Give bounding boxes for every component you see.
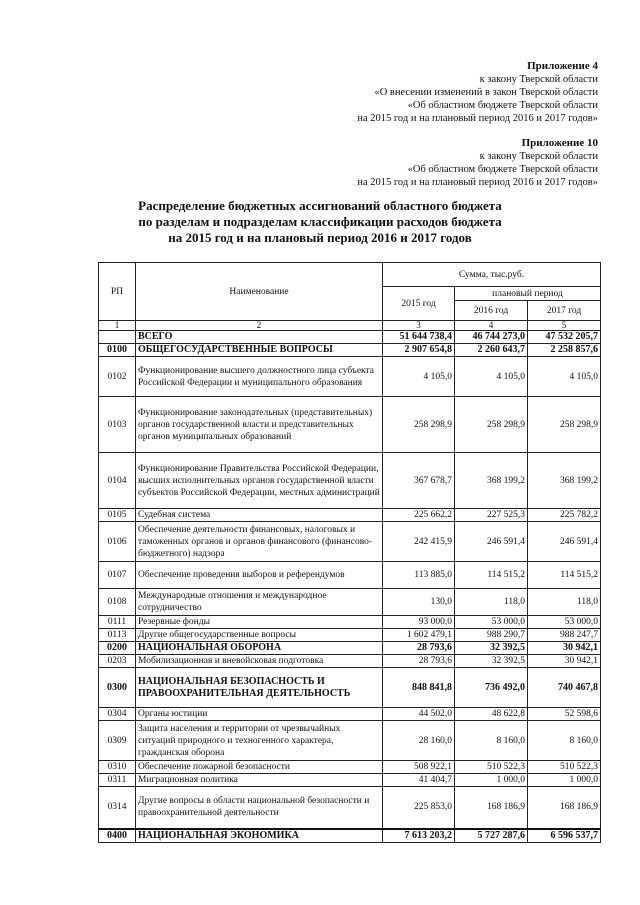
title-line: на 2015 год и на плановый период 2016 и 2017 годов: [168, 230, 472, 245]
table-row: [99, 453, 601, 509]
row-2015: 44 502,0: [383, 708, 455, 721]
appendix-4-line: «О внесении изменений в закон Тверской области: [374, 87, 598, 98]
row-2016: 258 298,9: [455, 397, 528, 453]
row-code: 0100: [99, 344, 136, 357]
row-2016: 5 727 287,6: [455, 829, 528, 843]
row-2017: 53 000,0: [528, 616, 601, 629]
row-2017: 30 942,1: [528, 642, 601, 655]
row-code: 0107: [99, 562, 136, 589]
table-row: [99, 562, 601, 589]
table-row: [99, 708, 601, 721]
row-code: 0105: [99, 509, 136, 522]
row-name: Другие вопросы в области национальной безопасности и правоохранительной деятельности: [136, 787, 383, 829]
appendix-4-line: на 2015 год и на плановый период 2016 и 2017 годов»: [357, 113, 598, 124]
table-row: [99, 589, 601, 616]
row-2015: 28 793,6: [383, 655, 455, 668]
row-2017: 510 522,3: [528, 761, 601, 774]
row-2017: 988 247,7: [528, 629, 601, 642]
table-row: [99, 761, 601, 774]
row-2015: 7 613 203,2: [383, 829, 455, 843]
row-2016: 8 160,0: [455, 721, 528, 761]
appendix-4-line: «Об областном бюджете Тверской области: [407, 100, 598, 111]
header-name: Наименование: [136, 263, 383, 321]
row-2017: 114 515,2: [528, 562, 601, 589]
row-2016: 988 290,7: [455, 629, 528, 642]
row-2015: 41 404,7: [383, 774, 455, 787]
row-name: НАЦИОНАЛЬНАЯ ЭКОНОМИКА: [136, 829, 383, 843]
row-code: 0300: [99, 668, 136, 708]
header-2016: 2016 год: [455, 301, 528, 321]
row-code: 0113: [99, 629, 136, 642]
row-name: Международные отношения и международное сотрудничество: [136, 589, 383, 616]
header-planned-period: плановый период: [455, 287, 601, 301]
total-2015: 51 644 738,4: [383, 331, 455, 344]
document-title: [0, 198, 640, 246]
row-2017: 2 258 857,6: [528, 344, 601, 357]
table-row: [99, 397, 601, 453]
appendix-4-line: к закону Тверской области: [479, 74, 598, 85]
row-name: Обеспечение проведения выборов и референдумов: [136, 562, 383, 589]
total-2016: 46 744 273,0: [455, 331, 528, 344]
table-row: [99, 344, 601, 357]
table-row: [99, 721, 601, 761]
row-code: 0111: [99, 616, 136, 629]
row-2015: 242 415,9: [383, 522, 455, 562]
table-row: [99, 642, 601, 655]
row-name: Обеспечение деятельности финансовых, налоговых и таможенных органов и органов финансового (финансово-бюджетного) надзора: [136, 522, 383, 562]
row-2017: 1 000,0: [528, 774, 601, 787]
row-2016: 168 186,9: [455, 787, 528, 829]
row-name: Обеспечение пожарной безопасности: [136, 761, 383, 774]
table-row: [99, 774, 601, 787]
total-2017: 47 532 205,7: [528, 331, 601, 344]
row-2016: 48 622,8: [455, 708, 528, 721]
row-2016: 53 000,0: [455, 616, 528, 629]
row-2016: 736 492,0: [455, 668, 528, 708]
table-row: [99, 787, 601, 829]
table-row: [99, 668, 601, 708]
row-2015: 225 662,2: [383, 509, 455, 522]
column-index-row: [99, 321, 601, 331]
row-code: 0103: [99, 397, 136, 453]
table-row: [99, 357, 601, 397]
appendix-10-line: «Об областном бюджете Тверской области: [407, 164, 598, 175]
row-2015: 113 885,0: [383, 562, 455, 589]
row-2017: 30 942,1: [528, 655, 601, 668]
row-2017: 368 199,2: [528, 453, 601, 509]
row-2016: 118,0: [455, 589, 528, 616]
row-2015: 367 678,7: [383, 453, 455, 509]
column-index: 1: [99, 321, 136, 331]
row-code: 0106: [99, 522, 136, 562]
row-2016: 32 392,5: [455, 655, 528, 668]
row-code: 0108: [99, 589, 136, 616]
row-name: Резервные фонды: [136, 616, 383, 629]
table-row: [99, 522, 601, 562]
row-name: ОБЩЕГОСУДАРСТВЕННЫЕ ВОПРОСЫ: [136, 344, 383, 357]
appendix-10-header: [357, 137, 598, 189]
header-2015: 2015 год: [383, 287, 455, 321]
table-row: [99, 616, 601, 629]
row-name: Функционирование Правительства Российской Федерации, высших исполнительных органов государственной власти субъектов Российской Федерации, местных администраций: [136, 453, 383, 509]
row-code: 0200: [99, 642, 136, 655]
header-2017: 2017 год: [528, 301, 601, 321]
row-name: Миграционная политика: [136, 774, 383, 787]
row-2015: 4 105,0: [383, 357, 455, 397]
column-index: 4: [455, 321, 528, 331]
row-2017: 52 598,6: [528, 708, 601, 721]
header-rp: РП: [99, 263, 136, 321]
row-2015: 2 907 654,8: [383, 344, 455, 357]
title-line: Распределение бюджетных ассигнований областного бюджета: [138, 198, 502, 213]
row-name: Мобилизационная и вневойсковая подготовка: [136, 655, 383, 668]
row-code: 0102: [99, 357, 136, 397]
total-row: [99, 331, 601, 344]
row-name: Функционирование законодательных (представительных) органов государственной власти и представительных органов муниципальных образований: [136, 397, 383, 453]
row-name: НАЦИОНАЛЬНАЯ БЕЗОПАСНОСТЬ И ПРАВООХРАНИТЕЛЬНАЯ ДЕЯТЕЛЬНОСТЬ: [136, 668, 383, 708]
table-row: [99, 629, 601, 642]
row-name: Функционирование высшего должностного лица субъекта Российской Федерации и муниципального образования: [136, 357, 383, 397]
row-name: Органы юстиции: [136, 708, 383, 721]
row-2015: 130,0: [383, 589, 455, 616]
row-2017: 246 591,4: [528, 522, 601, 562]
total-label: ВСЕГО: [136, 331, 383, 344]
row-code: 0309: [99, 721, 136, 761]
row-2017: 258 298,9: [528, 397, 601, 453]
row-code: 0304: [99, 708, 136, 721]
column-index: 5: [528, 321, 601, 331]
row-2017: 168 186,9: [528, 787, 601, 829]
row-name: Другие общегосударственные вопросы: [136, 629, 383, 642]
row-code: 0310: [99, 761, 136, 774]
row-2015: 1 602 479,1: [383, 629, 455, 642]
row-code: 0104: [99, 453, 136, 509]
column-index: 3: [383, 321, 455, 331]
table-row: [99, 655, 601, 668]
row-2015: 28 160,0: [383, 721, 455, 761]
table-row: [99, 829, 601, 843]
appendix-10-line: на 2015 год и на плановый период 2016 и 2017 годов»: [357, 177, 598, 188]
row-2015: 93 000,0: [383, 616, 455, 629]
row-2015: 258 298,9: [383, 397, 455, 453]
row-2016: 227 525,3: [455, 509, 528, 522]
row-2017: 740 467,8: [528, 668, 601, 708]
appendix-10-heading: Приложение 10: [521, 137, 598, 149]
row-2016: 114 515,2: [455, 562, 528, 589]
appendix-4-header: [357, 60, 598, 125]
row-name: НАЦИОНАЛЬНАЯ ОБОРОНА: [136, 642, 383, 655]
row-2017: 118,0: [528, 589, 601, 616]
total-code: [99, 331, 136, 344]
row-2016: 368 199,2: [455, 453, 528, 509]
row-2016: 246 591,4: [455, 522, 528, 562]
row-2016: 510 522,3: [455, 761, 528, 774]
appendix-10-line: к закону Тверской области: [479, 151, 598, 162]
row-2016: 2 260 643,7: [455, 344, 528, 357]
header-sum: Сумма, тыс.руб.: [383, 263, 601, 287]
row-2015: 28 793,6: [383, 642, 455, 655]
row-code: 0203: [99, 655, 136, 668]
row-code: 0400: [99, 829, 136, 843]
appendix-4-heading: Приложение 4: [527, 60, 598, 72]
row-2017: 6 596 537,7: [528, 829, 601, 843]
row-code: 0311: [99, 774, 136, 787]
budget-table: [98, 262, 601, 843]
row-2016: 4 105,0: [455, 357, 528, 397]
row-2015: 225 853,0: [383, 787, 455, 829]
row-2015: 508 922,1: [383, 761, 455, 774]
row-code: 0314: [99, 787, 136, 829]
column-index: 2: [136, 321, 383, 331]
row-2017: 225 782,2: [528, 509, 601, 522]
row-name: Судебная система: [136, 509, 383, 522]
table-row: [99, 509, 601, 522]
row-2016: 32 392,5: [455, 642, 528, 655]
title-line: по разделам и подразделам классификации расходов бюджета: [138, 214, 502, 229]
row-2016: 1 000,0: [455, 774, 528, 787]
row-2017: 8 160,0: [528, 721, 601, 761]
row-name: Защита населения и территории от чрезвычайных ситуаций природного и техногенного характера, гражданская оборона: [136, 721, 383, 761]
row-2015: 848 841,8: [383, 668, 455, 708]
row-2017: 4 105,0: [528, 357, 601, 397]
